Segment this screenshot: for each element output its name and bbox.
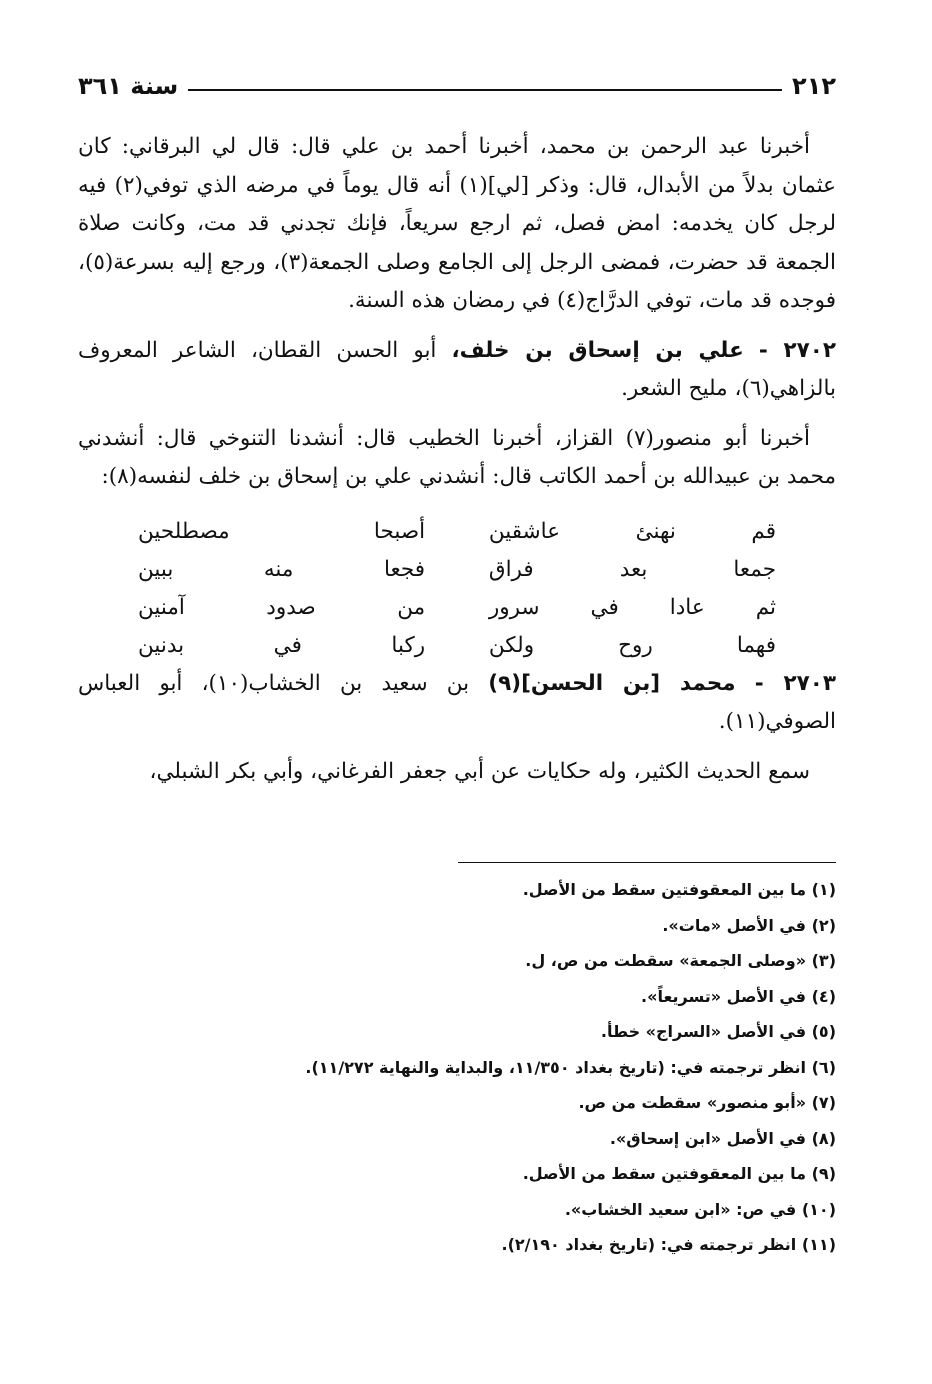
verse-first-half: فهما روح ولكن bbox=[488, 632, 776, 658]
verse-second-half: أصبحا مصطلحين bbox=[138, 518, 426, 544]
year-label: سنة ٣٦١ bbox=[78, 72, 179, 100]
footnote: (١١) انظر ترجمته في: (تاريخ بغداد ٢/١٩٠). bbox=[501, 1235, 836, 1254]
verse-second-half: ركبا في بدنين bbox=[138, 632, 426, 658]
footnote: (٨) في الأصل «ابن إسحاق». bbox=[609, 1128, 836, 1148]
entry-description: أبو الحسن القطان، الشاعر المعروف بالزاهي(٦)، مليح الشعر. bbox=[78, 337, 836, 401]
footnote: (٦) انظر ترجمته في: (تاريخ بغداد ١١/٣٥٠، والبداية والنهاية ١١/٢٧٢). bbox=[305, 1057, 836, 1077]
footnotes bbox=[78, 872, 836, 1263]
entry-description: بن سعيد بن الخشاب(١٠)، أبو العباس الصوفي(١١). bbox=[78, 670, 836, 734]
verse-first-half: قم نهنئ عاشقين bbox=[488, 518, 776, 544]
paragraph-3: سمع الحديث الكثير، وله حكايات عن أبي جعفر الفرغاني، وأبي بكر الشبلي، bbox=[149, 758, 810, 784]
entry-2703 bbox=[78, 665, 836, 742]
entry-number: ٢٧٠٣ - bbox=[754, 670, 836, 696]
poem bbox=[138, 513, 776, 665]
poem-verse-2 bbox=[138, 551, 776, 589]
paragraph-2: أخبرنا أبو منصور(٧) القزاز، أخبرنا الخطيب قال: أنشدنا التنوخي قال: أنشدني محمد بن عبيدالله بن أحمد الكاتب قال: أنشدني علي بن إسحاق بن خلف لنفسه(٨): bbox=[78, 425, 836, 489]
entry-title: علي بن إسحاق بن خلف، bbox=[451, 337, 744, 363]
verse-second-half: فجعا منه ببين bbox=[138, 556, 426, 582]
paragraph-1: أخبرنا عبد الرحمن بن محمد، أخبرنا أحمد بن علي قال: قال لي البرقاني: كان عثمان بدلاً من الأبدال، قال: وذكر [لي](١) أنه قال يوماً في مرضه الذي توفي(٢) فيه لرجل كان يخدمه: امض فصل، ثم ارجع سريعاً، فإنك تجدني قد مت، وكانت صلاة الجمعة قد حضرت، فمضى الرجل إلى الجامع وصلى الجمعة(٣)، ورجع إليه بسرعة(٥)، فوجده قد مات، توفي الدرَّاج(٤) في رمضان هذه السنة. bbox=[78, 134, 837, 313]
poem-verse-3 bbox=[138, 589, 776, 627]
footnote: (٢) في الأصل «مات». bbox=[662, 915, 836, 935]
footnote: (٩) ما بين المعقوفتين سقط من الأصل. bbox=[522, 1164, 836, 1183]
header-rule bbox=[188, 89, 782, 91]
footnote: (٧) «أبو منصور» سقطت من ص. bbox=[578, 1093, 836, 1112]
footnote-separator bbox=[458, 862, 836, 863]
footnote: (٤) في الأصل «تسريعاً». bbox=[641, 986, 836, 1006]
entry-2702 bbox=[78, 332, 836, 409]
footnote: (١) ما بين المعقوفتين سقط من الأصل. bbox=[522, 880, 836, 899]
main-text bbox=[78, 128, 836, 791]
page-header bbox=[78, 66, 836, 106]
verse-second-half: من صدود آمنين bbox=[138, 594, 426, 620]
footnote: (١٠) في ص: «ابن سعيد الخشاب». bbox=[564, 1199, 836, 1219]
poem-verse-1 bbox=[138, 513, 776, 551]
footnote: (٣) «وصلى الجمعة» سقطت من ص، ل. bbox=[525, 951, 836, 970]
entry-title: محمد [بن الحسن](٩) bbox=[488, 670, 736, 696]
poem-verse-4 bbox=[138, 627, 776, 665]
page-number: ٢١٢ bbox=[792, 72, 836, 100]
footnote: (٥) في الأصل «السراج» خطأ. bbox=[600, 1022, 836, 1041]
verse-first-half: جمعا بعد فراق bbox=[488, 556, 776, 582]
verse-first-half: ثم عادا في سرور bbox=[488, 594, 776, 620]
entry-number: ٢٧٠٢ - bbox=[758, 337, 836, 363]
